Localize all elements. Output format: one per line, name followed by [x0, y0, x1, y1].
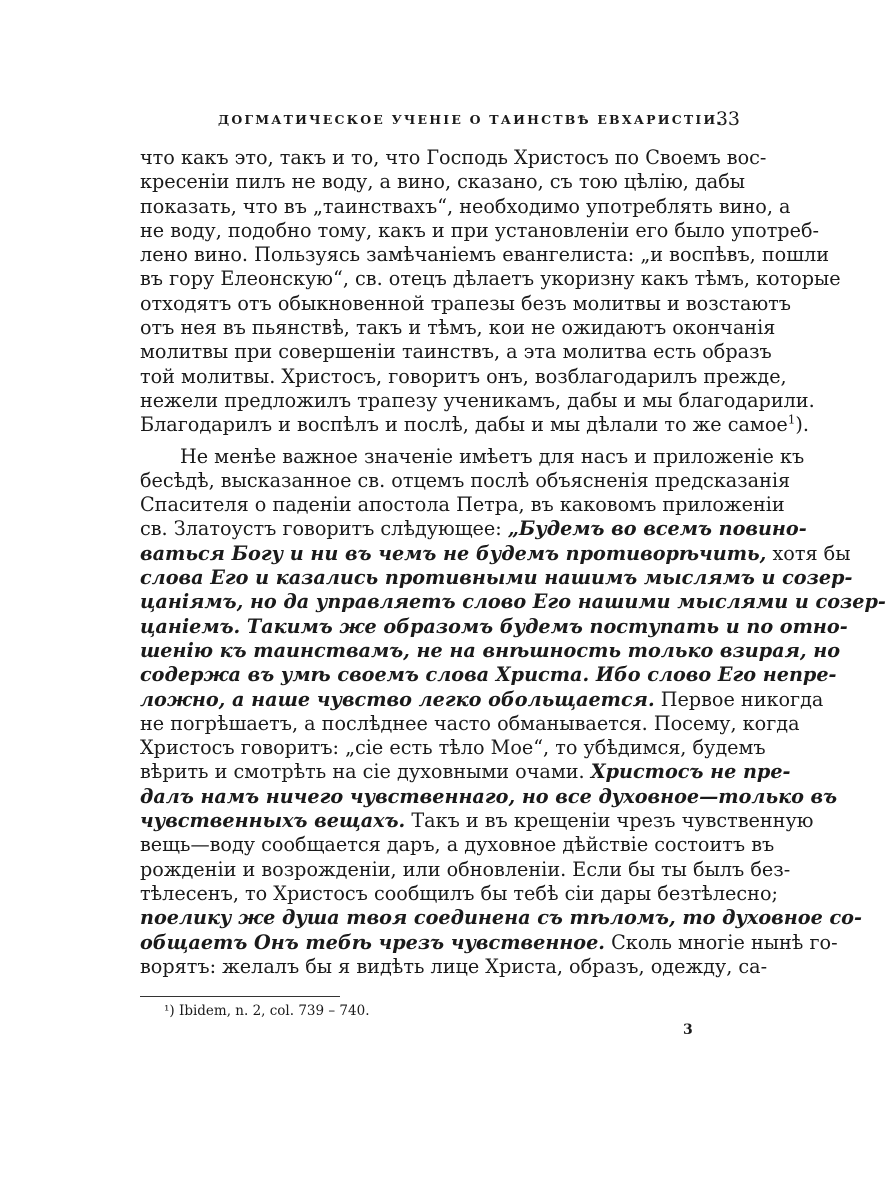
text-line — [140, 809, 814, 833]
text-line: Не менѣе важное значеніе имѣетъ для насъ и приложеніе къ — [180, 444, 805, 468]
text-fragment: Первое никогда — [654, 687, 824, 711]
text-line: въ гору Елеонскую“, св. отецъ дѣлаетъ укоризну какъ тѣмъ, которые — [140, 267, 841, 291]
footnote-divider — [140, 996, 340, 997]
italic-line: поелику же душа твоя соединена съ тѣломъ, то духовное со- — [140, 906, 862, 930]
text-line: лено вино. Пользуясь замѣчаніемъ евангелиста: „и воспѣвъ, пошли — [140, 243, 830, 267]
text-line: Спасителя о паденіи апостола Петра, въ каковомъ приложеніи — [140, 493, 785, 517]
page-number: 33 — [715, 108, 740, 130]
body-text — [140, 146, 886, 979]
footnote-text: Ibidem, n. 2, col. 739 – 740. — [178, 1003, 370, 1019]
text-line: рожденіи и возрожденіи, или обновленіи. Если бы ты былъ без- — [140, 857, 791, 881]
italic-quote: ваться Богу и ни въ чемъ не будемъ противорѣчить, — [140, 541, 767, 565]
text-line — [140, 930, 838, 955]
text-line: кресеніи пилъ не воду, а вино, сказано, съ тою цѣлію, дабы — [140, 170, 746, 194]
page-header — [140, 108, 740, 134]
text-fragment: Сколь многіе нынѣ го- — [604, 930, 838, 954]
text-line: той молитвы. Христосъ, говоритъ онъ, возблагодарилъ прежде, — [140, 364, 787, 388]
text-line: нежели предложилъ трапезу ученикамъ, дабы и мы благодарили. — [140, 388, 815, 412]
signature-mark: 3 — [683, 1022, 693, 1038]
text-fragment: вѣрить и смотрѣть на сіе духовными очами. — [140, 760, 591, 784]
paragraph-2 — [140, 444, 886, 980]
text-line — [140, 517, 807, 541]
text-line-with-footnote-ref — [140, 412, 809, 437]
italic-quote: чувственныхъ вещахъ. — [140, 809, 406, 833]
italic-quote: „Будемъ во всемъ повино- — [507, 517, 807, 541]
italic-quote: ложно, а наше чувство легко обольщается. — [140, 687, 655, 711]
text-fragment: св. Златоустъ говоритъ слѣдующее: — [140, 517, 508, 541]
text-line: вещь—воду сообщается даръ, а духовное дѣйствіе состоитъ въ — [140, 833, 775, 857]
italic-line: содержа въ умѣ своемъ слова Христа. Ибо слово Его непре- — [140, 663, 837, 687]
paragraph-1 — [140, 146, 841, 438]
text-line: Христосъ говоритъ: „сіе есть тѣло Мое“, то убѣдимся, будемъ — [140, 736, 766, 760]
italic-quote: общаетъ Онъ тебѣ чрезъ чувственное. — [140, 930, 605, 954]
text-line: не воду, подобно тому, какъ и при установленіи его было употреб- — [140, 218, 819, 242]
text-line: отходятъ отъ обыкновенной трапезы безъ молитвы и возстаютъ — [140, 291, 792, 315]
text-line — [140, 687, 824, 712]
text-fragment: Благодарилъ и воспѣлъ и послѣ, дабы и мы дѣлали то же самое — [140, 413, 788, 437]
text-line — [140, 760, 791, 784]
footnote — [164, 1003, 370, 1019]
text-line: не погрѣшаетъ, а послѣднее часто обманывается. Посему, когда — [140, 711, 800, 735]
text-line: показать, что въ „таинствахъ“, необходимо употреблять вино, а — [140, 194, 791, 218]
italic-line: цаніемъ. Такимъ же образомъ будемъ поступать и по отно- — [140, 614, 848, 638]
text-line: отъ нея въ пьянствѣ, такъ и тѣмъ, кои не ожидаютъ окончанія — [140, 316, 776, 340]
text-line: ворятъ: желалъ бы я видѣть лице Христа, образъ, одежду, са- — [140, 954, 768, 978]
text-fragment: Такъ и въ крещеніи чрезъ чувственную — [405, 809, 814, 833]
text-line: что какъ это, такъ и то, что Господь Христосъ по Своемъ вос- — [140, 146, 767, 169]
text-line: бесѣдѣ, высказанное св. отцемъ послѣ объясненія предсказанія — [140, 468, 791, 492]
italic-line: слова Его и казались противными нашимъ мыслямъ и созер- — [140, 566, 853, 590]
footnote-marker: ¹) — [164, 1003, 175, 1019]
text-fragment: ). — [795, 413, 809, 437]
text-fragment: хотя бы — [766, 541, 851, 565]
italic-line: шенію къ таинствамъ, не на внѣшность только взирая, но — [140, 638, 840, 662]
italic-line: цаніямъ, но да управляетъ слово Его нашими мыслями и созер- — [140, 590, 886, 614]
text-line: тѣлесенъ, то Христосъ сообщилъ бы тебѣ сіи дары безтѣлесно; — [140, 881, 778, 905]
italic-quote: Христосъ не пре- — [590, 760, 791, 784]
text-line: молитвы при совершеніи таинствъ, а эта молитва есть образъ — [140, 340, 772, 364]
italic-line: далъ намъ ничего чувственнаго, но все духовное—только въ — [140, 784, 838, 808]
text-line — [140, 541, 851, 566]
running-title: ДОГМАТИЧЕСКОЕ УЧЕНІЕ О ТАИНСТВѢ ЕВХАРИСТІИ. — [218, 112, 724, 127]
footnote-reference: 1 — [787, 412, 796, 427]
